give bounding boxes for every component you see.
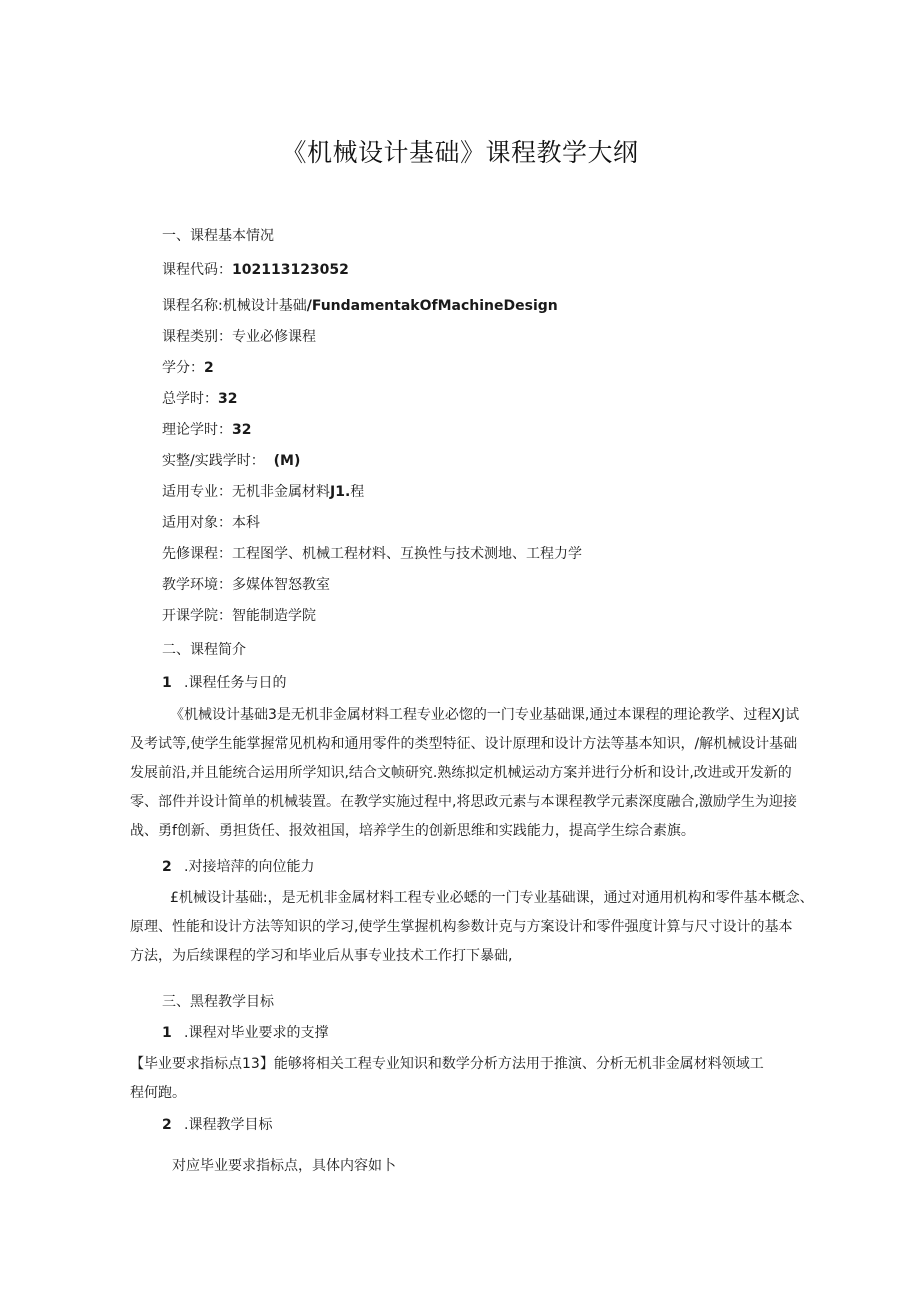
paragraph-line: 原理、性能和设计方法等知识的学习,使学生掌握机构参数计克与方案设计和零件强度计算与尺寸设计的基本	[130, 919, 793, 935]
credit-label: 学分：	[162, 360, 204, 376]
paragraph-line: 零、部件并设计简单的机械装置。在教学实施过程中,将思政元素与本课程教学元素深度融合,激励学生为迎接	[130, 794, 797, 810]
course-type-value: 专业必修课程	[232, 329, 316, 345]
major-suffix-bold: J1.	[330, 484, 351, 500]
subsection-title: .对接培萍的向位能力	[184, 859, 315, 875]
subsection-number: 1	[162, 675, 172, 691]
practice-hours-value: (M)	[273, 453, 301, 469]
theory-hours-value: 32	[232, 422, 252, 438]
environment-value: 多媒体智怒教室	[232, 577, 330, 593]
paragraph-line: 【毕业要求指标点13】能够将相关工程专业知识和数学分析方法用于推演、分析无机非金属材料领域工	[130, 1056, 764, 1072]
paragraph-line: 对应毕业要求指标点，具体内容如卜	[172, 1158, 396, 1174]
course-code-value: 102113123052	[232, 262, 349, 278]
paragraph-line: £机械设计基础:，是无机非金属材料工程专业必蟋的一门专业基础课，通过对通用机构和零件基本概念、	[170, 890, 814, 906]
audience-value: 本科	[232, 515, 260, 531]
environment-label: 教学环境：	[162, 577, 232, 593]
total-hours-label: 总学时：	[162, 391, 218, 407]
major-value: 无机非金属材料	[232, 484, 330, 500]
paragraph-line: 发展前沿,并且能统合运用所学知识,结合文帧研究.熟练拟定机械运动方案并进行分析和设计,改进或开发新的	[130, 765, 792, 781]
subsection-3-2-heading	[162, 1116, 272, 1134]
credit-value: 2	[204, 360, 214, 376]
course-code-row	[162, 261, 349, 279]
environment-row	[162, 576, 330, 594]
prerequisite-value: 工程图学、机械工程材料、互换性与技术测地、工程力学	[232, 546, 582, 562]
course-name-row	[162, 297, 558, 315]
course-code-label: 课程代码：	[162, 262, 232, 278]
audience-label: 适用对象：	[162, 515, 232, 531]
major-suffix: 程	[350, 484, 365, 500]
paragraph-line: 战、勇f创新、勇担货任、报效祖国，培养学生的创新思维和实践能力，提高学生综合素旗。	[130, 823, 695, 839]
section-3-heading: 三、黑程教学目标	[162, 994, 274, 1010]
course-task-paragraph	[130, 701, 800, 846]
course-name-label: 课程名称:机械设计基础	[162, 298, 307, 314]
subsection-2-2-heading	[162, 858, 314, 876]
paragraph-line: 《机械设计基础3是无机非金属材料工程专业必惚的一门专业基础课,通过本课程的理论教学、过程XJ试	[170, 707, 800, 723]
school-value: 智能制造学院	[232, 608, 316, 624]
prerequisite-label: 先修课程：	[162, 546, 232, 562]
subsection-number: 2	[162, 859, 172, 875]
subsection-title: .课程任务与日的	[184, 675, 287, 691]
subsection-title: .课程对毕业要求的支撑	[184, 1025, 329, 1041]
subsection-number: 2	[162, 1117, 172, 1133]
ability-paragraph	[130, 884, 814, 971]
section-1-heading: 一、课程基本情况	[162, 228, 274, 244]
course-type-row	[162, 328, 316, 346]
paragraph-line: 程何跑。	[130, 1085, 186, 1101]
major-label: 适用专业：	[162, 484, 232, 500]
prerequisite-row	[162, 545, 582, 563]
subsection-2-1-heading	[162, 674, 286, 692]
theory-hours-label: 理论学时：	[162, 422, 232, 438]
major-row	[162, 483, 364, 501]
teaching-objective-paragraph	[130, 1152, 792, 1181]
paragraph-line: 及考试等,使学生能掌握常见机构和通用零件的类型特征、设计原理和设计方法等基本知识，/解机械设计基础	[130, 736, 798, 752]
theory-hours-row	[162, 421, 251, 439]
total-hours-row	[162, 390, 237, 408]
audience-row	[162, 514, 260, 532]
paragraph-line: 方法，为后续课程的学习和毕业后从事专业技术工作打下暴础,	[130, 948, 513, 964]
practice-hours-row	[162, 452, 300, 470]
section-2-heading: 二、课程简介	[162, 642, 246, 658]
practice-hours-label: 实整/实践学时：	[162, 453, 265, 469]
credit-row	[162, 359, 214, 377]
school-label: 开课学院：	[162, 608, 232, 624]
total-hours-value: 32	[218, 391, 238, 407]
subsection-3-1-heading	[162, 1024, 328, 1042]
subsection-title: .课程教学目标	[184, 1117, 273, 1133]
graduation-requirement-paragraph	[130, 1050, 792, 1108]
school-row	[162, 607, 316, 625]
page-title: 《机械设计基础》课程教学大纲	[281, 138, 639, 167]
subsection-number: 1	[162, 1025, 172, 1041]
course-name-english: /FundamentakOfMachineDesign	[306, 298, 558, 314]
course-type-label: 课程类别：	[162, 329, 232, 345]
